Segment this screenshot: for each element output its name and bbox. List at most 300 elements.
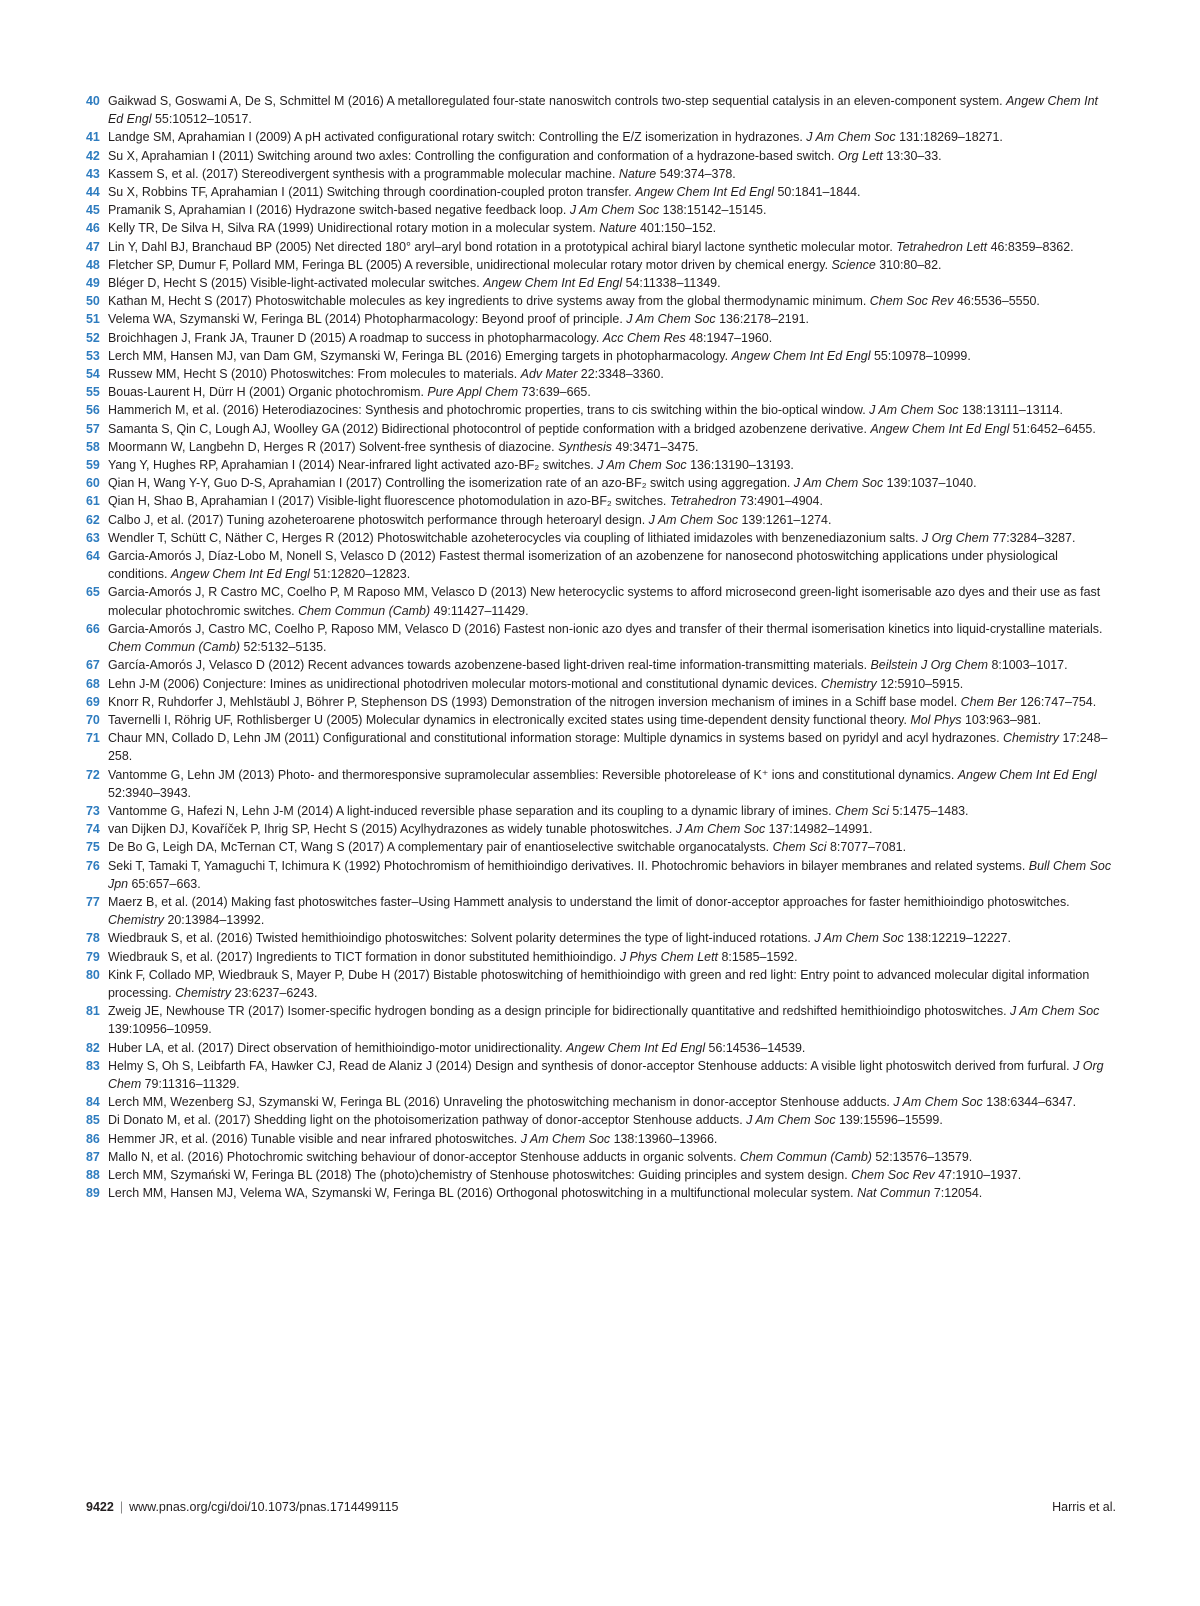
reference-citation: Lehn J-M (2006) Conjecture: Imines as unidirectional photodriven molecular motors-motional and constitutional dynamic devices. xyxy=(108,676,821,691)
reference-text xyxy=(108,128,1116,146)
reference-number: 74 xyxy=(86,822,100,837)
reference-text xyxy=(108,219,1116,237)
reference-number: 46 xyxy=(86,221,100,236)
reference-volume-pages: 8:7077–7081. xyxy=(826,840,907,855)
reference-number: 59 xyxy=(86,458,100,473)
reference-citation: Gaikwad S, Goswami A, De S, Schmittel M (2016) A metalloregulated four-state nanoswitch controls two-step sequential catalysis in an eleven-component system. xyxy=(108,94,1006,108)
reference-text xyxy=(108,329,1116,347)
reference-text xyxy=(108,1184,1116,1202)
reference-number: 45 xyxy=(86,203,100,218)
reference-item xyxy=(86,420,1116,438)
reference-journal: J Am Chem Soc xyxy=(893,1095,983,1110)
reference-volume-pages: 54:11338–11349. xyxy=(622,276,721,291)
reference-text xyxy=(108,547,1116,583)
reference-journal: Bull Chem Soc Jpn xyxy=(108,858,1112,891)
reference-number: 61 xyxy=(86,494,100,509)
reference-number: 40 xyxy=(86,94,100,108)
reference-text xyxy=(108,620,1116,656)
reference-volume-pages: 65:657–663. xyxy=(128,876,201,891)
reference-number: 42 xyxy=(86,148,100,163)
reference-text xyxy=(108,438,1116,456)
reference-item xyxy=(86,347,1116,365)
reference-citation: García-Amorós J, Velasco D (2012) Recent advances towards azobenzene-based light-driven real-time information-transmitting materials. xyxy=(108,658,871,673)
reference-volume-pages: 139:1037–1040. xyxy=(883,476,977,491)
reference-text xyxy=(108,383,1116,401)
reference-number: 75 xyxy=(86,840,100,855)
reference-citation: Garcia-Amorós J, Castro MC, Coelho P, Raposo MM, Velasco D (2016) Fastest non-ionic azo dyes and transfer of their thermal isomerisation kinetics into liquid-crystalline materials. xyxy=(108,621,1103,636)
reference-text xyxy=(108,802,1116,820)
reference-volume-pages: 77:3284–3287. xyxy=(988,530,1076,545)
reference-item xyxy=(86,1093,1116,1111)
reference-journal: J Am Chem Soc xyxy=(746,1113,836,1128)
reference-journal: Adv Mater xyxy=(520,367,578,382)
reference-citation: Wendler T, Schütt C, Näther C, Herges R (2012) Photoswitchable azoheterocycles via coupling of lithiated imidazoles with benzenediazonium salts. xyxy=(108,530,922,545)
reference-volume-pages: 20:13984–13992. xyxy=(163,913,265,928)
reference-journal: J Am Chem Soc xyxy=(814,931,904,946)
reference-text xyxy=(108,1111,1116,1129)
reference-citation: Pramanik S, Aprahamian I (2016) Hydrazone switch-based negative feedback loop. xyxy=(108,203,570,218)
reference-item xyxy=(86,256,1116,274)
doi-link[interactable]: www.pnas.org/cgi/doi/10.1073/pnas.1714499115 xyxy=(129,1500,399,1514)
reference-volume-pages: 138:15142–15145. xyxy=(659,203,767,218)
reference-text xyxy=(108,583,1116,619)
reference-item xyxy=(86,474,1116,492)
reference-item xyxy=(86,201,1116,219)
reference-item xyxy=(86,401,1116,419)
reference-citation: De Bo G, Leigh DA, McTernan CT, Wang S (2017) A complementary pair of enantioselective switchable organocatalysts. xyxy=(108,840,773,855)
reference-item xyxy=(86,292,1116,310)
reference-journal: J Am Chem Soc xyxy=(675,822,766,837)
reference-citation: Knorr R, Ruhdorfer J, Mehlstäubl J, Böhrer P, Stephenson DS (1993) Demonstration of the nitrogen inversion mechanism of imines in a Schiff base model. xyxy=(108,694,961,709)
reference-number: 83 xyxy=(86,1058,100,1073)
reference-volume-pages: 138:13111–13114. xyxy=(958,403,1063,418)
reference-volume-pages: 52:3940–3943. xyxy=(108,785,191,800)
reference-number: 60 xyxy=(86,476,100,491)
reference-journal: Angew Chem Int Ed Engl xyxy=(957,767,1097,782)
reference-number: 84 xyxy=(86,1095,100,1110)
reference-citation: Qian H, Shao B, Aprahamian I (2017) Visible-light fluorescence photomodulation in azo-BF₂ switches. xyxy=(108,494,670,509)
reference-item xyxy=(86,529,1116,547)
reference-number: 57 xyxy=(86,421,100,436)
reference-journal: Pure Appl Chem xyxy=(427,385,519,400)
reference-journal: J Am Chem Soc xyxy=(648,512,739,527)
reference-volume-pages: 139:1261–1274. xyxy=(738,512,832,527)
reference-number: 56 xyxy=(86,403,100,418)
reference-volume-pages: 310:80–82. xyxy=(875,257,942,272)
reference-citation: Bouas-Laurent H, Dürr H (2001) Organic photochromism. xyxy=(108,385,428,400)
reference-text xyxy=(108,474,1116,492)
reference-journal: Chem Commun (Camb) xyxy=(739,1149,872,1164)
reference-text xyxy=(108,292,1116,310)
reference-citation: Kink F, Collado MP, Wiedbrauk S, Mayer P, Dube H (2017) Bistable photoswitching of hemithioindigo with green and red light: Entry point to advanced molecular digital information processing. xyxy=(108,967,1090,1000)
reference-volume-pages: 136:13190–13193. xyxy=(686,458,794,473)
reference-number: 53 xyxy=(86,348,100,363)
reference-volume-pages: 7:12054. xyxy=(930,1186,983,1201)
reference-journal: Nat Commun xyxy=(857,1186,931,1201)
reference-volume-pages: 549:374–378. xyxy=(656,166,736,181)
reference-item xyxy=(86,766,1116,802)
reference-volume-pages: 22:3348–3360. xyxy=(577,367,664,382)
reference-journal: Angew Chem Int Ed Engl xyxy=(170,567,310,582)
reference-volume-pages: 139:10956–10959. xyxy=(108,1022,212,1037)
reference-number: 76 xyxy=(86,858,100,873)
reference-item xyxy=(86,583,1116,619)
reference-number: 86 xyxy=(86,1131,100,1146)
reference-volume-pages: 12:5910–5915. xyxy=(876,676,964,691)
reference-citation: Qian H, Wang Y-Y, Guo D-S, Aprahamian I (2017) Controlling the isomerization rate of an azo-BF₂ switch using aggregation. xyxy=(108,476,794,491)
reference-journal: J Org Chem xyxy=(921,530,989,545)
reference-number: 81 xyxy=(86,1004,100,1019)
reference-journal: Science xyxy=(831,257,876,272)
reference-item xyxy=(86,492,1116,510)
reference-text xyxy=(108,310,1116,328)
page-footer xyxy=(86,1500,1116,1514)
reference-citation: Lin Y, Dahl BJ, Branchaud BP (2005) Net directed 180° aryl–aryl bond rotation in a prototypical achiral biaryl lactone synthetic molecular motor. xyxy=(108,239,897,254)
reference-number: 54 xyxy=(86,367,100,382)
reference-text xyxy=(108,92,1116,128)
reference-item xyxy=(86,511,1116,529)
reference-number: 51 xyxy=(86,312,100,327)
reference-text xyxy=(108,201,1116,219)
reference-item xyxy=(86,147,1116,165)
reference-text xyxy=(108,420,1116,438)
reference-item xyxy=(86,1148,1116,1166)
reference-volume-pages: 46:8359–8362. xyxy=(987,239,1074,254)
reference-volume-pages: 51:12820–12823. xyxy=(309,567,411,582)
reference-citation: Velema WA, Szymanski W, Feringa BL (2014) Photopharmacology: Beyond proof of principle. xyxy=(108,312,627,327)
reference-volume-pages: 136:2178–2191. xyxy=(715,312,810,327)
reference-citation: Fletcher SP, Dumur F, Pollard MM, Feringa BL (2005) A reversible, unidirectional molecular rotary motor driven by chemical energy. xyxy=(108,257,832,272)
reference-citation: Hemmer JR, et al. (2016) Tunable visible and near infrared photoswitches. xyxy=(108,1131,521,1146)
reference-number: 47 xyxy=(86,239,100,254)
reference-citation: Lerch MM, Hansen MJ, Velema WA, Szymanski W, Feringa BL (2016) Orthogonal photoswitching in a multifunctional molecular system. xyxy=(108,1186,858,1201)
reference-item xyxy=(86,857,1116,893)
reference-citation: Tavernelli I, Röhrig UF, Rothlisberger U (2005) Molecular dynamics in electronically excited states using time-dependent density functional theory. xyxy=(108,712,911,727)
reference-volume-pages: 401:150–152. xyxy=(636,221,717,236)
reference-volume-pages: 126:747–754. xyxy=(1016,694,1097,709)
reference-list xyxy=(86,92,1116,1202)
reference-citation: Vantomme G, Lehn JM (2013) Photo- and thermoresponsive supramolecular assemblies: Reversible photorelease of K⁺ ions and constitutional dynamics. xyxy=(108,767,958,782)
reference-volume-pages: 52:13576–13579. xyxy=(871,1149,973,1164)
reference-volume-pages: 50:1841–1844. xyxy=(774,185,861,200)
reference-journal: J Am Chem Soc xyxy=(626,312,716,327)
reference-citation: Di Donato M, et al. (2017) Shedding light on the photoisomerization pathway of donor-acceptor Stenhouse adducts. xyxy=(108,1113,747,1128)
reference-journal: Tetrahedron xyxy=(669,494,737,509)
reference-journal: J Am Chem Soc xyxy=(569,203,660,218)
reference-journal: Angew Chem Int Ed Engl xyxy=(731,348,871,363)
reference-text xyxy=(108,1039,1116,1057)
reference-number: 73 xyxy=(86,803,100,818)
reference-volume-pages: 46:5536–5550. xyxy=(953,294,1040,309)
reference-item xyxy=(86,1130,1116,1148)
reference-text xyxy=(108,838,1116,856)
reference-citation: Vantomme G, Hafezi N, Lehn J-M (2014) A light-induced reversible phase separation and its coupling to a dynamic library of imines. xyxy=(108,803,836,818)
reference-text xyxy=(108,238,1116,256)
reference-text xyxy=(108,948,1116,966)
reference-item xyxy=(86,165,1116,183)
reference-citation: Yang Y, Hughes RP, Aprahamian I (2014) Near-infrared light activated azo-BF₂ switches. xyxy=(108,458,598,473)
reference-journal: Chem Soc Rev xyxy=(851,1167,935,1182)
reference-item xyxy=(86,838,1116,856)
reference-text xyxy=(108,256,1116,274)
reference-volume-pages: 48:1947–1960. xyxy=(685,330,773,345)
reference-item xyxy=(86,274,1116,292)
reference-number: 64 xyxy=(86,549,100,564)
reference-citation: Lerch MM, Szymański W, Feringa BL (2018) The (photo)chemistry of Stenhouse photoswitches: Guiding principles and system design. xyxy=(108,1167,852,1182)
reference-citation: Wiedbrauk S, et al. (2017) Ingredients to TICT formation in donor substituted hemithioindigo. xyxy=(108,949,620,964)
reference-item xyxy=(86,966,1116,1002)
reference-volume-pages: 55:10978–10999. xyxy=(870,348,971,363)
reference-text xyxy=(108,729,1116,765)
reference-volume-pages: 138:13960–13966. xyxy=(610,1131,718,1146)
reference-journal: Nature xyxy=(618,166,657,181)
reference-number: 85 xyxy=(86,1113,100,1128)
reference-item xyxy=(86,1111,1116,1129)
reference-journal: Acc Chem Res xyxy=(602,330,686,345)
reference-citation: Moormann W, Langbehn D, Herges R (2017) Solvent-free synthesis of diazocine. xyxy=(108,439,559,454)
author-running-head: Harris et al. xyxy=(1052,1500,1116,1514)
reference-journal: J Org Chem xyxy=(108,1058,1104,1091)
reference-item xyxy=(86,438,1116,456)
reference-citation: Su X, Aprahamian I (2011) Switching around two axles: Controlling the configuration and conformation of a hydrazone-based switch. xyxy=(108,148,838,163)
page-number: 9422 xyxy=(86,1500,114,1514)
reference-text xyxy=(108,1002,1116,1038)
reference-citation: Russew MM, Hecht S (2010) Photoswitches: From molecules to materials. xyxy=(108,367,521,382)
reference-text xyxy=(108,529,1116,547)
reference-citation: Huber LA, et al. (2017) Direct observation of hemithioindigo-motor unidirectionality. xyxy=(108,1040,567,1055)
reference-citation: Lerch MM, Wezenberg SJ, Szymanski W, Feringa BL (2016) Unraveling the photoswitching mechanism in donor-acceptor Stenhouse adducts. xyxy=(108,1095,894,1110)
reference-journal: Tetrahedron Lett xyxy=(896,239,988,254)
reference-number: 70 xyxy=(86,712,100,727)
reference-number: 52 xyxy=(86,330,100,345)
reference-journal: Nature xyxy=(599,221,637,236)
reference-journal: Chemistry xyxy=(108,913,164,928)
reference-citation: Kelly TR, De Silva H, Silva RA (1999) Unidirectional rotary motion in a molecular system. xyxy=(108,221,600,236)
reference-text xyxy=(108,147,1116,165)
reference-item xyxy=(86,729,1116,765)
reference-item xyxy=(86,547,1116,583)
reference-item xyxy=(86,238,1116,256)
reference-number: 48 xyxy=(86,257,100,272)
reference-text xyxy=(108,1093,1116,1111)
reference-item xyxy=(86,456,1116,474)
reference-number: 88 xyxy=(86,1167,100,1182)
reference-volume-pages: 137:14982–14991. xyxy=(765,822,873,837)
reference-volume-pages: 49:3471–3475. xyxy=(612,439,699,454)
reference-item xyxy=(86,383,1116,401)
reference-text xyxy=(108,183,1116,201)
reference-item xyxy=(86,656,1116,674)
reference-text xyxy=(108,693,1116,711)
reference-number: 78 xyxy=(86,931,100,946)
reference-number: 89 xyxy=(86,1186,100,1201)
reference-journal: Chem Sci xyxy=(772,840,827,855)
reference-volume-pages: 51:6452–6455. xyxy=(1009,421,1096,436)
reference-volume-pages: 8:1585–1592. xyxy=(718,949,798,964)
reference-journal: Org Lett xyxy=(837,148,883,163)
reference-number: 49 xyxy=(86,276,100,291)
reference-citation: Hammerich M, et al. (2016) Heterodiazocines: Synthesis and photochromic properties, trans to cis switching within the bio-optical window. xyxy=(108,403,870,418)
reference-number: 67 xyxy=(86,658,100,673)
reference-journal: Angew Chem Int Ed Engl xyxy=(108,94,1098,127)
reference-text xyxy=(108,1130,1116,1148)
reference-number: 87 xyxy=(86,1149,100,1164)
reference-citation: Helmy S, Oh S, Leibfarth FA, Hawker CJ, Read de Alaniz J (2014) Design and synthesis of donor-acceptor Stenhouse adducts: A visible light photoswitch derived from furfural. xyxy=(108,1058,1074,1073)
reference-journal: J Am Chem Soc xyxy=(597,458,687,473)
reference-number: 68 xyxy=(86,676,100,691)
reference-volume-pages: 8:1003–1017. xyxy=(988,658,1068,673)
reference-citation: Lerch MM, Hansen MJ, van Dam GM, Szymanski W, Feringa BL (2016) Emerging targets in photopharmacology. xyxy=(108,348,732,363)
reference-citation: Samanta S, Qin C, Lough AJ, Woolley GA (2012) Bidirectional photocontrol of peptide conformation with a bridged azobenzene derivative. xyxy=(108,421,871,436)
reference-journal: J Am Chem Soc xyxy=(1010,1004,1100,1019)
reference-item xyxy=(86,948,1116,966)
reference-item xyxy=(86,620,1116,656)
reference-volume-pages: 13:30–33. xyxy=(882,148,942,163)
reference-journal: Mol Phys xyxy=(910,712,962,727)
reference-journal: J Am Chem Soc xyxy=(806,130,896,145)
reference-citation: Chaur MN, Collado D, Lehn JM (2011) Configurational and constitutional information storage: Multiple dynamics in systems based on pyridyl and acyl hydrazones. xyxy=(108,731,1004,746)
reference-journal: Chemistry xyxy=(175,985,232,1000)
reference-text xyxy=(108,929,1116,947)
reference-text xyxy=(108,456,1116,474)
reference-number: 44 xyxy=(86,185,100,200)
reference-journal: Chem Ber xyxy=(960,694,1017,709)
reference-volume-pages: 47:1910–1937. xyxy=(934,1167,1022,1182)
reference-journal: Synthesis xyxy=(558,439,612,454)
reference-text xyxy=(108,511,1116,529)
reference-citation: Calbo J, et al. (2017) Tuning azoheteroarene photoswitch performance through heteroaryl design. xyxy=(108,512,649,527)
reference-item xyxy=(86,310,1116,328)
reference-journal: Chem Commun (Camb) xyxy=(298,603,431,618)
reference-text xyxy=(108,820,1116,838)
reference-number: 66 xyxy=(86,621,100,636)
footer-separator: | xyxy=(119,1500,124,1514)
reference-citation: Broichhagen J, Frank JA, Trauner D (2015) A roadmap to success in photopharmacology. xyxy=(108,330,603,345)
reference-citation: Maerz B, et al. (2014) Making fast photoswitches faster–Using Hammett analysis to understand the limit of donor-acceptor approaches for faster hemithioindigo photoswitches. xyxy=(108,894,1070,909)
reference-citation: Mallo N, et al. (2016) Photochromic switching behaviour of donor-acceptor Stenhouse adducts in organic solvents. xyxy=(108,1149,740,1164)
reference-volume-pages: 131:18269–18271. xyxy=(895,130,1003,145)
reference-volume-pages: 138:12219–12227. xyxy=(903,931,1011,946)
reference-number: 55 xyxy=(86,385,100,400)
reference-volume-pages: 52:5132–5135. xyxy=(240,640,327,655)
reference-citation: Kathan M, Hecht S (2017) Photoswitchable molecules as key ingredients to drive systems away from the global thermodynamic minimum. xyxy=(108,294,870,309)
reference-number: 69 xyxy=(86,694,100,709)
reference-item xyxy=(86,1002,1116,1038)
reference-item xyxy=(86,1039,1116,1057)
reference-text xyxy=(108,1166,1116,1184)
reference-item xyxy=(86,929,1116,947)
reference-item xyxy=(86,693,1116,711)
reference-item xyxy=(86,1057,1116,1093)
reference-item xyxy=(86,675,1116,693)
reference-citation: Kassem S, et al. (2017) Stereodivergent synthesis with a programmable molecular machine. xyxy=(108,166,619,181)
reference-text xyxy=(108,656,1116,674)
reference-number: 65 xyxy=(86,585,100,600)
reference-item xyxy=(86,365,1116,383)
reference-journal: Chem Soc Rev xyxy=(869,294,954,309)
reference-number: 72 xyxy=(86,767,100,782)
reference-text xyxy=(108,711,1116,729)
reference-text xyxy=(108,766,1116,802)
reference-volume-pages: 5:1475–1483. xyxy=(888,803,969,818)
reference-citation: Wiedbrauk S, et al. (2016) Twisted hemithioindigo photoswitches: Solvent polarity determines the type of light-induced rotations. xyxy=(108,931,815,946)
reference-number: 62 xyxy=(86,512,100,527)
reference-text xyxy=(108,966,1116,1002)
reference-number: 80 xyxy=(86,967,100,982)
reference-volume-pages: 73:4901–4904. xyxy=(736,494,823,509)
reference-number: 50 xyxy=(86,294,100,309)
reference-number: 43 xyxy=(86,166,100,181)
reference-volume-pages: 73:639–665. xyxy=(518,385,591,400)
reference-number: 58 xyxy=(86,439,100,454)
reference-number: 77 xyxy=(86,894,100,909)
reference-volume-pages: 56:14536–14539. xyxy=(705,1040,806,1055)
reference-item xyxy=(86,329,1116,347)
reference-item xyxy=(86,92,1116,128)
footer-left xyxy=(86,1500,398,1514)
reference-volume-pages: 23:6237–6243. xyxy=(231,985,318,1000)
reference-journal: J Am Chem Soc xyxy=(869,403,959,418)
reference-item xyxy=(86,1166,1116,1184)
reference-journal: Angew Chem Int Ed Engl xyxy=(635,185,775,200)
reference-text xyxy=(108,401,1116,419)
reference-item xyxy=(86,711,1116,729)
reference-text xyxy=(108,365,1116,383)
reference-number: 41 xyxy=(86,130,100,145)
reference-volume-pages: 103:963–981. xyxy=(961,712,1042,727)
reference-citation: Seki T, Tamaki T, Yamaguchi T, Ichimura K (1992) Photochromism of hemithioindigo derivatives. II. Photochromic behaviors in bilayer membranes and related systems. xyxy=(108,858,1029,873)
reference-citation: van Dijken DJ, Kovaříček P, Ihrig SP, Hecht S (2015) Acylhydrazones as widely tunable photoswitches. xyxy=(108,822,676,837)
reference-item xyxy=(86,219,1116,237)
reference-journal: Chem Sci xyxy=(835,803,889,818)
reference-text xyxy=(108,347,1116,365)
reference-number: 82 xyxy=(86,1040,100,1055)
reference-volume-pages: 138:6344–6347. xyxy=(982,1095,1077,1110)
reference-volume-pages: 17:248–258. xyxy=(108,731,1108,764)
reference-journal: Angew Chem Int Ed Engl xyxy=(483,276,623,291)
reference-text xyxy=(108,893,1116,929)
reference-citation: Bléger D, Hecht S (2015) Visible-light-activated molecular switches. xyxy=(108,276,484,291)
reference-volume-pages: 49:11427–11429. xyxy=(430,603,529,618)
reference-item xyxy=(86,183,1116,201)
reference-text xyxy=(108,675,1116,693)
reference-volume-pages: 55:10512–10517. xyxy=(151,112,252,127)
reference-item xyxy=(86,128,1116,146)
reference-journal: Chem Commun (Camb) xyxy=(108,640,241,655)
reference-journal: Angew Chem Int Ed Engl xyxy=(566,1040,706,1055)
reference-text xyxy=(108,165,1116,183)
reference-item xyxy=(86,1184,1116,1202)
reference-journal: Beilstein J Org Chem xyxy=(870,658,988,673)
reference-citation: Garcia-Amorós J, R Castro MC, Coelho P, M Raposo MM, Velasco D (2013) New heterocyclic systems to afford microsecond green-light isomerisable azo dyes and their use as fast molecular photochromic switches. xyxy=(108,585,1101,618)
reference-citation: Garcia-Amorós J, Díaz-Lobo M, Nonell S, Velasco D (2012) Fastest thermal isomerization of an azobenzene for nanosecond photoswitching applications under physiological conditions. xyxy=(108,549,1058,582)
reference-citation: Zweig JE, Newhouse TR (2017) Isomer-specific hydrogen bonding as a design principle for bidirectionally quantitative and redshifted hemithioindigo photoswitches. xyxy=(108,1004,1010,1019)
reference-journal: Angew Chem Int Ed Engl xyxy=(870,421,1010,436)
reference-journal: J Am Chem Soc xyxy=(520,1131,611,1146)
reference-volume-pages: 139:15596–15599. xyxy=(835,1113,943,1128)
reference-number: 79 xyxy=(86,949,100,964)
reference-citation: Su X, Robbins TF, Aprahamian I (2011) Switching through coordination-coupled proton transfer. xyxy=(108,185,636,200)
reference-item xyxy=(86,893,1116,929)
reference-journal: J Am Chem Soc xyxy=(793,476,884,491)
reference-item xyxy=(86,802,1116,820)
reference-text xyxy=(108,857,1116,893)
reference-number: 71 xyxy=(86,731,100,746)
reference-citation: Landge SM, Aprahamian I (2009) A pH activated configurational rotary switch: Controlling the E/Z isomerization in hydrazones. xyxy=(108,130,807,145)
reference-text xyxy=(108,492,1116,510)
reference-text xyxy=(108,1148,1116,1166)
reference-journal: Chemistry xyxy=(820,676,877,691)
